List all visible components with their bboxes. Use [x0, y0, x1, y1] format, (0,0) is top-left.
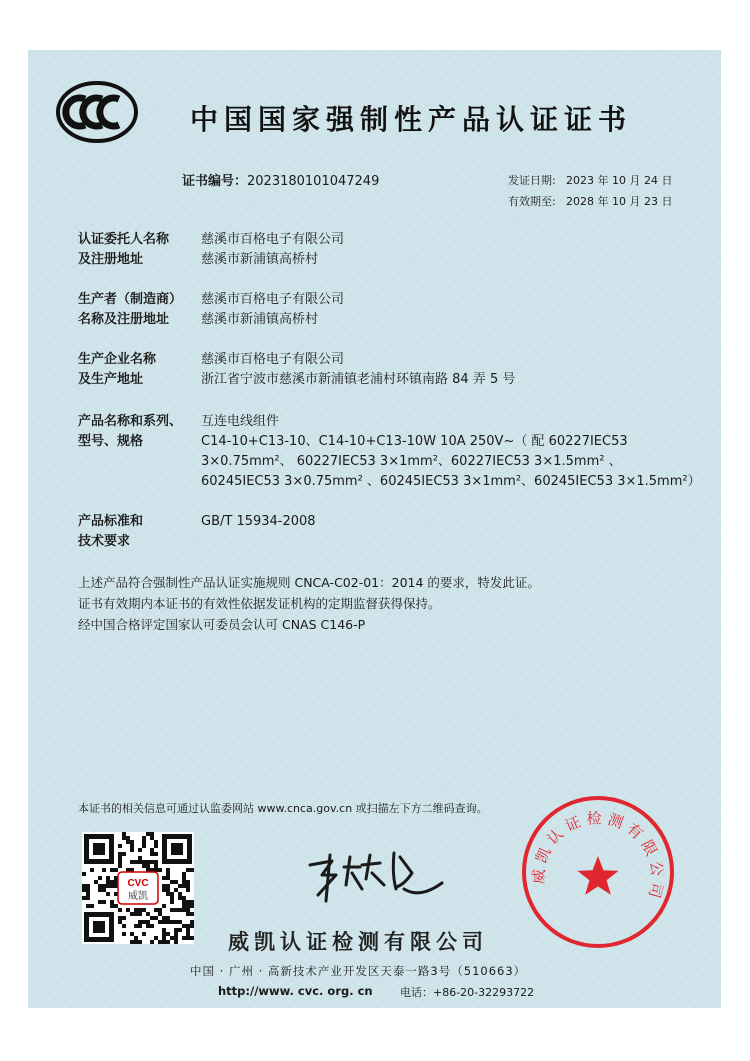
issue-date-value: 2023 年 10 月 24 日 [566, 174, 673, 187]
ccc-logo-icon [55, 80, 139, 144]
issuer-website-link[interactable]: http://www. cvc. org. cn [218, 984, 373, 998]
field-label: 产品标准和 技术要求 [78, 514, 144, 549]
certificate-number [182, 170, 379, 189]
field-value: 互连电线组件 C14-10+C13-10、C14-10+C13-10W 10A 250V~（ 配 60227IEC53 3×0.75mm²、 60227IEC53 3×1mm²、60227IEC53 3×1.5mm² 、 60245IEC53 3×0.75mm² 、60245IEC53 3×1mm²、60245IEC53 3×1.5mm²） [201, 414, 701, 489]
field-label: 生产企业名称 及生产地址 [78, 352, 157, 387]
qr-badge-subtext: 威凯 [128, 891, 148, 902]
issue-date-label: 发证日期: [508, 174, 556, 187]
field-label: 生产者（制造商） 名称及注册地址 [78, 292, 183, 327]
qr-note: 本证书的相关信息可通过认监委网站 www.cnca.gov.cn 或扫描左下方二维码查询。 [78, 802, 488, 815]
certificate-number-label: 证书编号： [182, 174, 248, 189]
company-seal-icon [518, 792, 678, 952]
issuer-phone: 电话：+86-20-32293722 [400, 986, 535, 999]
field-label: 产品名称和系列、 型号、规格 [78, 414, 183, 449]
certificate-dates [508, 170, 672, 212]
expiry-date-label: 有效期至: [508, 195, 556, 208]
field-value: 慈溪市百格电子有限公司 慈溪市新浦镇高桥村 [201, 232, 345, 267]
issuer-address: 中国 · 广州 · 高新技术产业开发区天泰一路3号（510663） [190, 964, 527, 978]
certificate-number-value: 2023180101047249 [247, 174, 380, 189]
handwritten-signature [300, 845, 450, 910]
qr-badge-text: CVC [127, 878, 149, 889]
issuer-company: 威凯认证检测有限公司 [228, 930, 488, 954]
expiry-date-value: 2028 年 10 月 23 日 [566, 195, 673, 208]
certification-statement: 上述产品符合强制性产品认证实施规则 CNCA-C02-01：2014 的要求，特发此证。 证书有效期内本证书的有效性依据发证机构的定期监督获得保持。 经中国合格评定国家认可委员会认可 CNAS C146-P [78, 575, 540, 632]
seal-text: 威凯认证检测有限公司 [529, 809, 667, 905]
field-value: GB/T 15934-2008 [201, 514, 316, 529]
field-label: 认证委托人名称 及注册地址 [78, 232, 170, 267]
field-value: 慈溪市百格电子有限公司 浙江省宁波市慈溪市新浦镇老浦村环镇南路 84 弄 5 号 [201, 352, 516, 387]
qr-code-icon[interactable] [82, 832, 194, 944]
page-title: 中国国家强制性产品认证证书 [190, 103, 633, 136]
field-value: 慈溪市百格电子有限公司 慈溪市新浦镇高桥村 [201, 292, 345, 327]
